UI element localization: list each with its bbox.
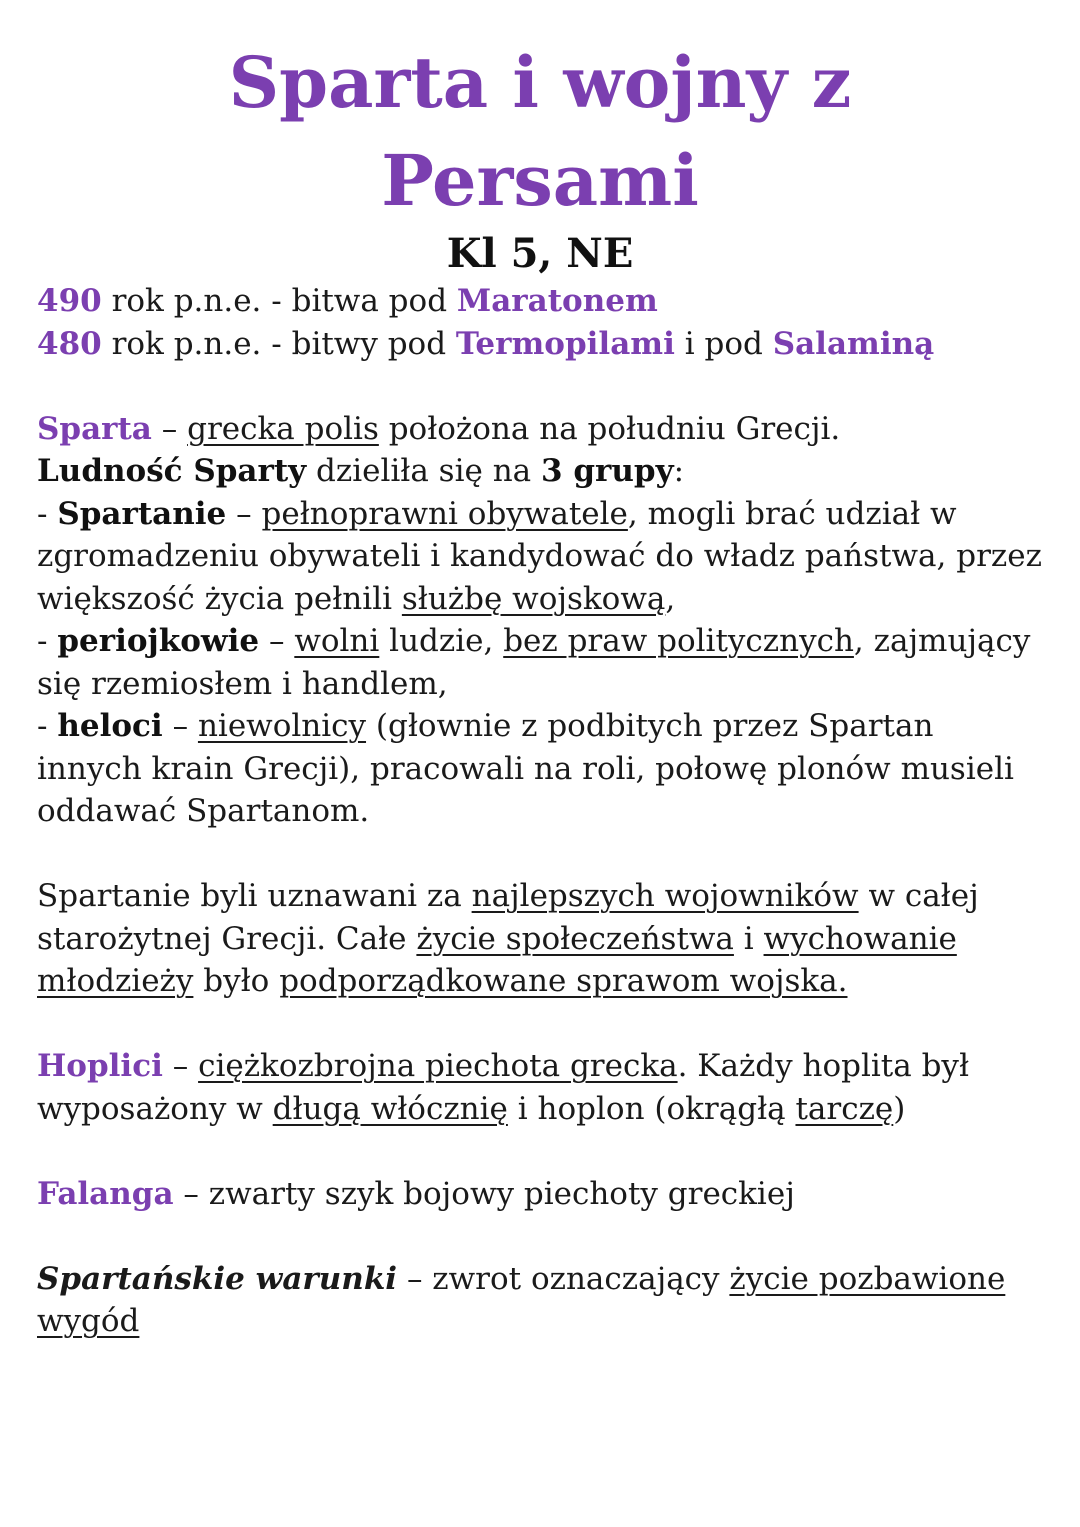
warunki-definition: Spartańskie warunki – zwrot oznaczający życie pozbawione wygód <box>37 1260 1006 1339</box>
term: Spartańskie warunki <box>37 1260 398 1297</box>
term: Falanga <box>37 1175 174 1212</box>
date-place: Salaminą <box>772 325 935 362</box>
page-subtitle: Kl 5, NE <box>446 230 634 277</box>
date-line-480: 480 rok p.n.e. - bitwy pod Termopilami i pod Salaminą <box>37 325 935 362</box>
page-title-line2: Persami <box>381 139 699 222</box>
term: Sparta <box>37 410 152 447</box>
group-heloci: - heloci – niewolnicy (głownie z podbitych przez Spartan innych krain Grecji), pracowali na roli, połowę plonów musieli oddawać Spartanom. <box>37 708 1014 829</box>
group-spartanie: - Spartanie – pełnoprawni obywatele, mogli brać udział w zgromadzeniu obywateli i kandydować do władz państwa, przez większość życia pełnili służbę wojskową, <box>37 495 1042 617</box>
date-year: 490 <box>37 283 102 319</box>
date-year: 480 <box>37 325 102 362</box>
page-title-line1: Sparta i wojny z <box>228 41 852 124</box>
warriors-paragraph: Spartanie byli uznawani za najlepszych wojowników w całej starożytnej Grecji. Całe życie społeczeństwa i wychowanie młodzieży było podporządkowane sprawom wojska. <box>37 878 979 999</box>
hoplici-definition: Hoplici – ciężkozbrojna piechota grecka. Każdy hoplita był wyposażony w długą włócznię i hoplon (okrągłą tarczę) <box>37 1048 969 1127</box>
date-place: Termopilami <box>455 325 675 362</box>
term: Hoplici <box>37 1048 163 1084</box>
sparta-definition: Sparta – grecka polis położona na południu Grecji. <box>37 410 841 447</box>
date-line-490: 490 rok p.n.e. - bitwa pod Maratonem <box>37 283 658 319</box>
notes-body <box>37 280 1047 1343</box>
falanga-definition: Falanga – zwarty szyk bojowy piechoty greckiej <box>37 1175 795 1212</box>
group-periojkowie: - periojkowie – wolni ludzie, bez praw politycznych, zajmujący się rzemiosłem i handlem, <box>37 623 1031 702</box>
sparta-groups-intro: Ludność Sparty dzieliła się na 3 grupy: <box>37 453 685 489</box>
date-place: Maratonem <box>456 283 658 319</box>
